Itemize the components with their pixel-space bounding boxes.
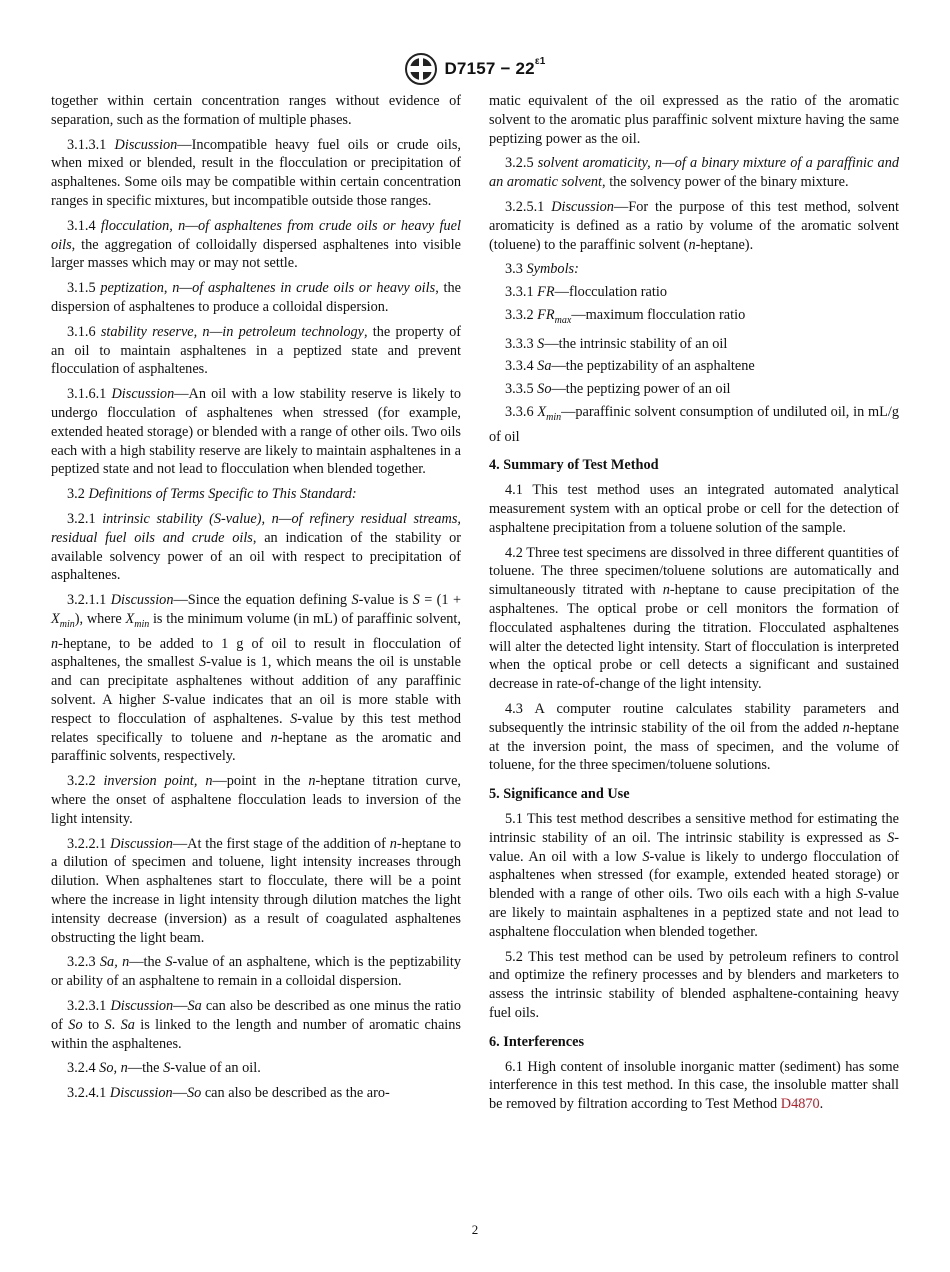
- document-designation: $D7157 - 22^{\varepsilon 1}$: [444, 56, 546, 78]
- symbol-fr: 3.3.1 FR—flocculation ratio: [505, 284, 667, 301]
- paragraph-5-1: 5.1 This test method describes a sensitive method for estimating the intrinsic stability of an oil. The intrinsic stability is expressed as S-value. An oil with a low S-value is likely to undergo flocculation of asphaltenes when stressed (for example, extended heated storage) or blended with a range of other oils. Two oils each with a high S-value are likely to maintain asphaltenes in a peptized state and not lead to asphaltene flocculation when blended together.: [489, 811, 899, 940]
- definition-sa: 3.2.3 Sa, n—the S-value of an asphaltene, which is the peptizability or ability of an asphaltene to remain in a colloidal dispersion.: [51, 954, 462, 990]
- symbol-fr-max: 3.3.2 $FR_{max}—maximum$ flocculation ratio: [505, 306, 746, 326]
- paragraph-3-1-6-1: 3.1.6.1 Discussion—An oil with a low stability reserve is likely to undergo flocculation of asphaltenes when stressed (for example, extended heated storage) or blended with a range of other oils. Two oils each with a high stability reserve are likely to maintain asphaltenes in a peptized state and not lead to flocculation when blended together.: [51, 386, 462, 478]
- paragraph-continuation: matic equivalent of the oil expressed as the ratio of the aromatic solvent to the aromatic plus paraffinic solvent mixture having the same peptizing power as the oil.: [489, 93, 899, 147]
- page-number: 2: [471, 1222, 479, 1237]
- section-3-3-heading: 3.3 Symbols:: [505, 261, 579, 278]
- definition-inversion-point: 3.2.2 inversion point, n—point in the n-heptane titration curve, where the onset of asphaltene flocculation leads to inversion of the light intensity.: [51, 773, 461, 827]
- section-5-heading: 5. Significance and Use: [489, 786, 630, 803]
- paragraph-3-2-3-1: 3.2.3.1 Discussion—Sa can also be described as one minus the ratio of So to S. Sa is linked to the length and number of aromatic chains within the asphaltenes.: [51, 997, 462, 1052]
- definition-stability-reserve: 3.1.6 stability reserve, n—in petroleum technology, the property of an oil to maintain asphaltenes in a peptized state and prevent flocculation of asphaltenes.: [51, 323, 462, 378]
- paragraph-3-1-3-1: 3.1.3.1 Discussion—Incompatible heavy fuel oils or crude oils, when mixed or blended, result in the flocculation or precipitation of asphaltenes. Some oils may be compatible within certain concentration ranges in specific mixtures, but incompatible outside those ranges.: [51, 136, 461, 209]
- paragraph-4-3: 4.3 A computer routine calculates stability parameters and subsequently the intrinsic stability of the oil from the added n-heptane at the inversion point, the mass of specimen, and the volume of toluene, for the three specimen/toluene solutions.: [489, 701, 899, 774]
- symbol-sa: 3.3.4 Sa—the peptizability of an asphaltene: [505, 358, 755, 375]
- paragraph-continuation: together within certain concentration ranges without evidence of separation, such as the formation of multiple phases.: [51, 93, 461, 128]
- epsilon-superscript: ε1: [534, 56, 546, 68]
- symbol-s: 3.3.3 S—the intrinsic stability of an oil: [505, 335, 728, 352]
- paragraph-3-2-1-1: 3.2.1.1 Discussion—Since the equation defining S-value is $S = (1 + X_{min})$, where $X_{min}$ is the minimum volume (in mL) of paraffinic solvent, n-heptane, to be added to 1 g of oil to result in flocculation of asphaltenes, the smallest S-value is 1, which means the oil is unstable and can precipitate asphaltenes without addition of any paraffinic solvent. A higher S-value indicates that an oil is more stable with respect to flocculation of asphaltenes. S-value by this test method relates specifically to toluene and n-heptane as the aromatic and paraffinic solvents, respectively.: [51, 592, 462, 765]
- astm-logo-icon: [404, 52, 438, 86]
- paragraph-3-2-4-1: 3.2.4.1 Discussion—So can also be described as the aro-: [67, 1085, 390, 1102]
- definition-so: 3.2.4 So, n—the S-value of an oil.: [67, 1060, 261, 1077]
- left-column: [51, 92, 461, 1109]
- definition-solvent-aromaticity: 3.2.5 solvent aromaticity, n—of a binary mixture of a paraffinic and an aromatic solvent, the solvency power of the binary mixture.: [489, 155, 899, 191]
- definition-peptization: 3.1.5 peptization, n—of asphaltenes in crude oils or heavy oils, the dispersion of asphaltenes to produce a colloidal dispersion.: [51, 280, 461, 315]
- paragraph-4-1: 4.1 This test method uses an integrated automated analytical measurement system with an optical probe or cell for the detection of asphaltene precipitation from a toluene solution of the sample.: [489, 482, 899, 536]
- definition-flocculation: 3.1.4 flocculation, n—of asphaltenes from crude oils or heavy fuel oils, the aggregation of colloidally dispersed asphaltenes into visible larger masses which may or may not settle.: [51, 217, 462, 272]
- right-column: [489, 92, 899, 1120]
- symbol-x-min: 3.3.6 $X_{min}—paraffinic$ solvent consumption of undiluted oil, in mL/g of oil: [489, 404, 899, 445]
- definition-intrinsic-stability: 3.2.1 intrinsic stability (S-value), n—of refinery residual streams, residual fuel oils and crude oils, an indication of the stability or available solvency power of an oil with respect to precipitation of asphaltenes.: [51, 510, 462, 584]
- page-header: [0, 52, 950, 86]
- paragraph-6-1: 6.1 High content of insoluble inorganic matter (sediment) has some interference in this test method. In this case, the insoluble matter shall be removed by filtration according to Test Method D4870.: [489, 1058, 899, 1113]
- section-4-heading: 4. Summary of Test Method: [489, 457, 659, 474]
- d4870-link[interactable]: D4870: [780, 1096, 820, 1113]
- section-6-heading: 6. Interferences: [489, 1033, 585, 1050]
- paragraph-5-2: 5.2 This test method can be used by petroleum refiners to control and optimize the refinery processes and by blenders and marketers to assess the intrinsic stability of blended asphaltene-containing heavy fuel oils.: [489, 948, 899, 1021]
- section-3-2-heading: 3.2 Definitions of Terms Specific to This Standard:: [67, 486, 357, 503]
- paragraph-3-2-5-1: 3.2.5.1 Discussion—For the purpose of this test method, solvent aromaticity is defined as a ratio by volume of the aromatic solvent (toluene) to the paraffinic solvent (n-heptane).: [489, 198, 899, 253]
- symbol-so: 3.3.5 So—the peptizing power of an oil: [505, 381, 731, 398]
- paragraph-3-2-2-1: 3.2.2.1 Discussion—At the first stage of the addition of n-heptane to a dilution of specimen and toluene, light intensity increases through dilution. When asphaltenes start to flocculate, there will be a point where the increase in light intensity through dilution matches the light intensity decrease (inversion) as a result of coagulated asphaltenes obstructing the light beam.: [51, 835, 461, 946]
- paragraph-4-2: 4.2 Three test specimens are dissolved in three different quantities of toluene. The three specimen/toluene solutions are automatically and simultaneously titrated with n-heptane to cause precipitation of the asphaltenes. The optical probe or cell monitors the formation of flocculated asphaltenes during the titration. Flocculated asphaltenes will alter the detected light intensity. Start of flocculation is interpreted when the optical probe or cell detects a significant and sustained decrease in rate-of-change of the light intensity.: [489, 544, 899, 693]
